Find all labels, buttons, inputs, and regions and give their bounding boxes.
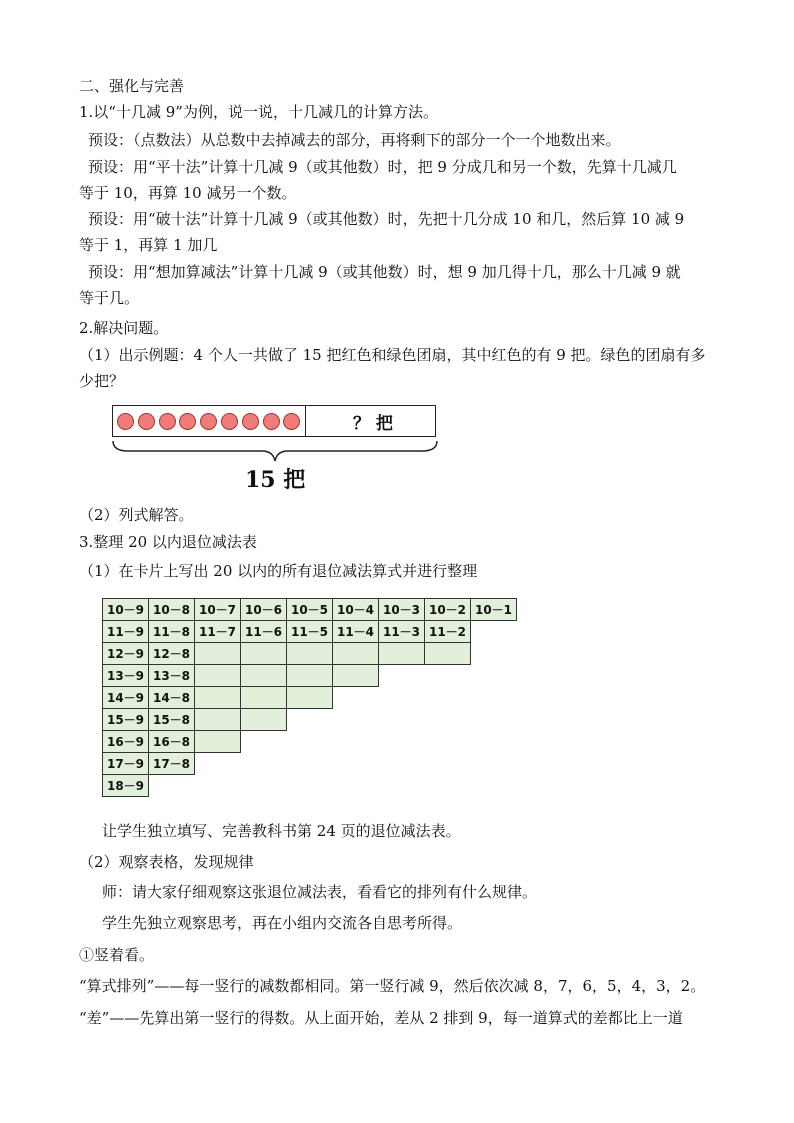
table-cell: 18－9 (103, 775, 149, 797)
item2-heading: 2.解决问题。 (79, 319, 169, 337)
table-cell (333, 665, 379, 687)
segment-bar (112, 405, 436, 437)
red-fan-dot (263, 413, 280, 430)
table-cell: 10－1 (471, 599, 517, 621)
table-blank (333, 775, 379, 797)
table-cell: 10－7 (195, 599, 241, 621)
table-blank (333, 731, 379, 753)
table-blank (287, 709, 333, 731)
table-cell (333, 643, 379, 665)
table-blank (425, 775, 471, 797)
teacher-prompt: 师：请大家仔细观察这张退位减法表，看看它的排列有什么规律。 (102, 883, 538, 901)
red-fan-dot (117, 413, 134, 430)
table-cell: 11－8 (149, 621, 195, 643)
preset-1-line-1: 预设：（点数法）从总数中去掉减去的部分，再将剩下的部分一个一个地数出来。 (88, 131, 621, 149)
table-cell (195, 731, 241, 753)
table-blank (471, 643, 517, 665)
preset-4-line-1: 预设：用“想加算减法”计算十几减 9（或其他数）时，想 9 加几得十几，那么十几减 9 就 (88, 263, 681, 281)
question-1-line-1: （1）出示例题：4 个人一共做了 15 把红色和绿色团扇，其中红色的有 9 把。绿色的团扇有多 (79, 346, 706, 364)
table-blank (287, 753, 333, 775)
table-cell (287, 665, 333, 687)
item3-heading: 3.整理 20 以内退位减法表 (79, 533, 257, 551)
table-cell (195, 665, 241, 687)
table-cell (241, 643, 287, 665)
table-cell: 10－2 (425, 599, 471, 621)
table-cell: 11－7 (195, 621, 241, 643)
table-blank (425, 687, 471, 709)
table-blank (379, 709, 425, 731)
preset-4-line-2: 等于几。 (79, 289, 140, 307)
table-cell (287, 643, 333, 665)
fan-diagram (112, 405, 438, 495)
item3-question-1: （1）在卡片上写出 20 以内的所有退位减法算式并进行整理 (79, 562, 478, 580)
table-blank (287, 775, 333, 797)
observation-1: “算式排列”——每一竖行的减数都相同。第一竖行减 9，然后依次减 8，7，6，5，4，3，2。 (79, 977, 706, 995)
table-cell (379, 643, 425, 665)
table-row (103, 621, 517, 643)
table-blank (425, 753, 471, 775)
table-cell: 16－8 (149, 731, 195, 753)
table-cell: 13－9 (103, 665, 149, 687)
red-fan-dot (221, 413, 238, 430)
table-cell: 11－4 (333, 621, 379, 643)
table-cell: 14－9 (103, 687, 149, 709)
item1-heading: 1.以“十几减 9”为例，说一说，十几减几的计算方法。 (79, 103, 438, 121)
table-blank (379, 687, 425, 709)
unknown-label: ？ 把 (353, 414, 393, 434)
table-cell: 12－9 (103, 643, 149, 665)
table-blank (425, 731, 471, 753)
table-blank (241, 731, 287, 753)
observation-2: “差”——先算出第一竖行的得数。从上面开始，差从 2 排到 9，每一道算式的差都比上一道 (79, 1009, 683, 1027)
table-blank (149, 775, 195, 797)
table-blank (195, 753, 241, 775)
table-blank (241, 775, 287, 797)
table-blank (333, 687, 379, 709)
table-cell: 10－4 (333, 599, 379, 621)
preset-3-line-1: 预设：用“破十法”计算十几减 9（或其他数）时，先把十几分成 10 和几，然后算 10 减 9 (88, 210, 685, 228)
table-cell (195, 643, 241, 665)
table-cell (241, 665, 287, 687)
table-cell: 11－5 (287, 621, 333, 643)
question-2: （2）列式解答。 (79, 506, 194, 524)
table-blank (333, 709, 379, 731)
red-fan-dot (138, 413, 155, 430)
preset-3-line-2: 等于 1，再算 1 加几 (79, 236, 218, 254)
table-blank (425, 709, 471, 731)
table-cell: 14－8 (149, 687, 195, 709)
red-fan-dot (200, 413, 217, 430)
table-row (103, 753, 517, 775)
table-blank (471, 731, 517, 753)
table-cell (241, 709, 287, 731)
table-cell: 12－8 (149, 643, 195, 665)
total-brace (112, 439, 438, 465)
table-cell (425, 643, 471, 665)
table-row (103, 643, 517, 665)
table-cell: 10－5 (287, 599, 333, 621)
bar-divider (305, 406, 306, 436)
table-cell: 10－3 (379, 599, 425, 621)
table-cell (195, 687, 241, 709)
vertical-heading: ①竖着看。 (79, 946, 155, 964)
table-cell: 17－8 (149, 753, 195, 775)
table-blank (471, 775, 517, 797)
question-1-line-2: 少把？ (79, 372, 125, 390)
table-blank (471, 709, 517, 731)
table-cell: 15－9 (103, 709, 149, 731)
table-cell: 11－6 (241, 621, 287, 643)
table-blank (333, 753, 379, 775)
table-row (103, 599, 517, 621)
table-row (103, 709, 517, 731)
table-cell: 10－6 (241, 599, 287, 621)
table-blank (379, 753, 425, 775)
table-cell: 15－8 (149, 709, 195, 731)
red-fan-dot (159, 413, 176, 430)
table-row (103, 775, 517, 797)
table-blank (471, 665, 517, 687)
table-cell: 17－9 (103, 753, 149, 775)
table-blank (425, 665, 471, 687)
table-blank (471, 621, 517, 643)
red-fan-dot (283, 413, 300, 430)
section-title: 二、强化与完善 (79, 77, 185, 95)
red-fan-dot (179, 413, 196, 430)
after-table-instruction: 让学生独立填写、完善教科书第 24 页的退位减法表。 (102, 822, 461, 840)
table-cell: 10－9 (103, 599, 149, 621)
table-blank (471, 687, 517, 709)
table-row (103, 665, 517, 687)
table-blank (195, 775, 241, 797)
table-blank (287, 731, 333, 753)
table-blank (379, 775, 425, 797)
table-row (103, 687, 517, 709)
table-row (103, 731, 517, 753)
preset-2-line-2: 等于 10，再算 10 减另一个数。 (79, 184, 297, 202)
table-cell: 10－8 (149, 599, 195, 621)
total-label: 15 把 (245, 467, 306, 493)
table-blank (241, 753, 287, 775)
table-blank (379, 665, 425, 687)
table-cell (287, 687, 333, 709)
table-cell: 11－3 (379, 621, 425, 643)
table-cell (195, 709, 241, 731)
subtraction-table (102, 598, 517, 797)
table-cell: 11－2 (425, 621, 471, 643)
red-fan-dot (242, 413, 259, 430)
student-activity: 学生先独立观察思考，再在小组内交流各自思考所得。 (102, 914, 463, 932)
item3-question-2: （2）观察表格，发现规律 (79, 853, 254, 871)
table-cell: 16－9 (103, 731, 149, 753)
preset-2-line-1: 预设：用“平十法”计算十几减 9（或其他数）时，把 9 分成几和另一个数，先算十几减几 (88, 158, 677, 176)
table-cell (241, 687, 287, 709)
table-blank (379, 731, 425, 753)
table-blank (471, 753, 517, 775)
table-cell: 11－9 (103, 621, 149, 643)
table-cell: 13－8 (149, 665, 195, 687)
